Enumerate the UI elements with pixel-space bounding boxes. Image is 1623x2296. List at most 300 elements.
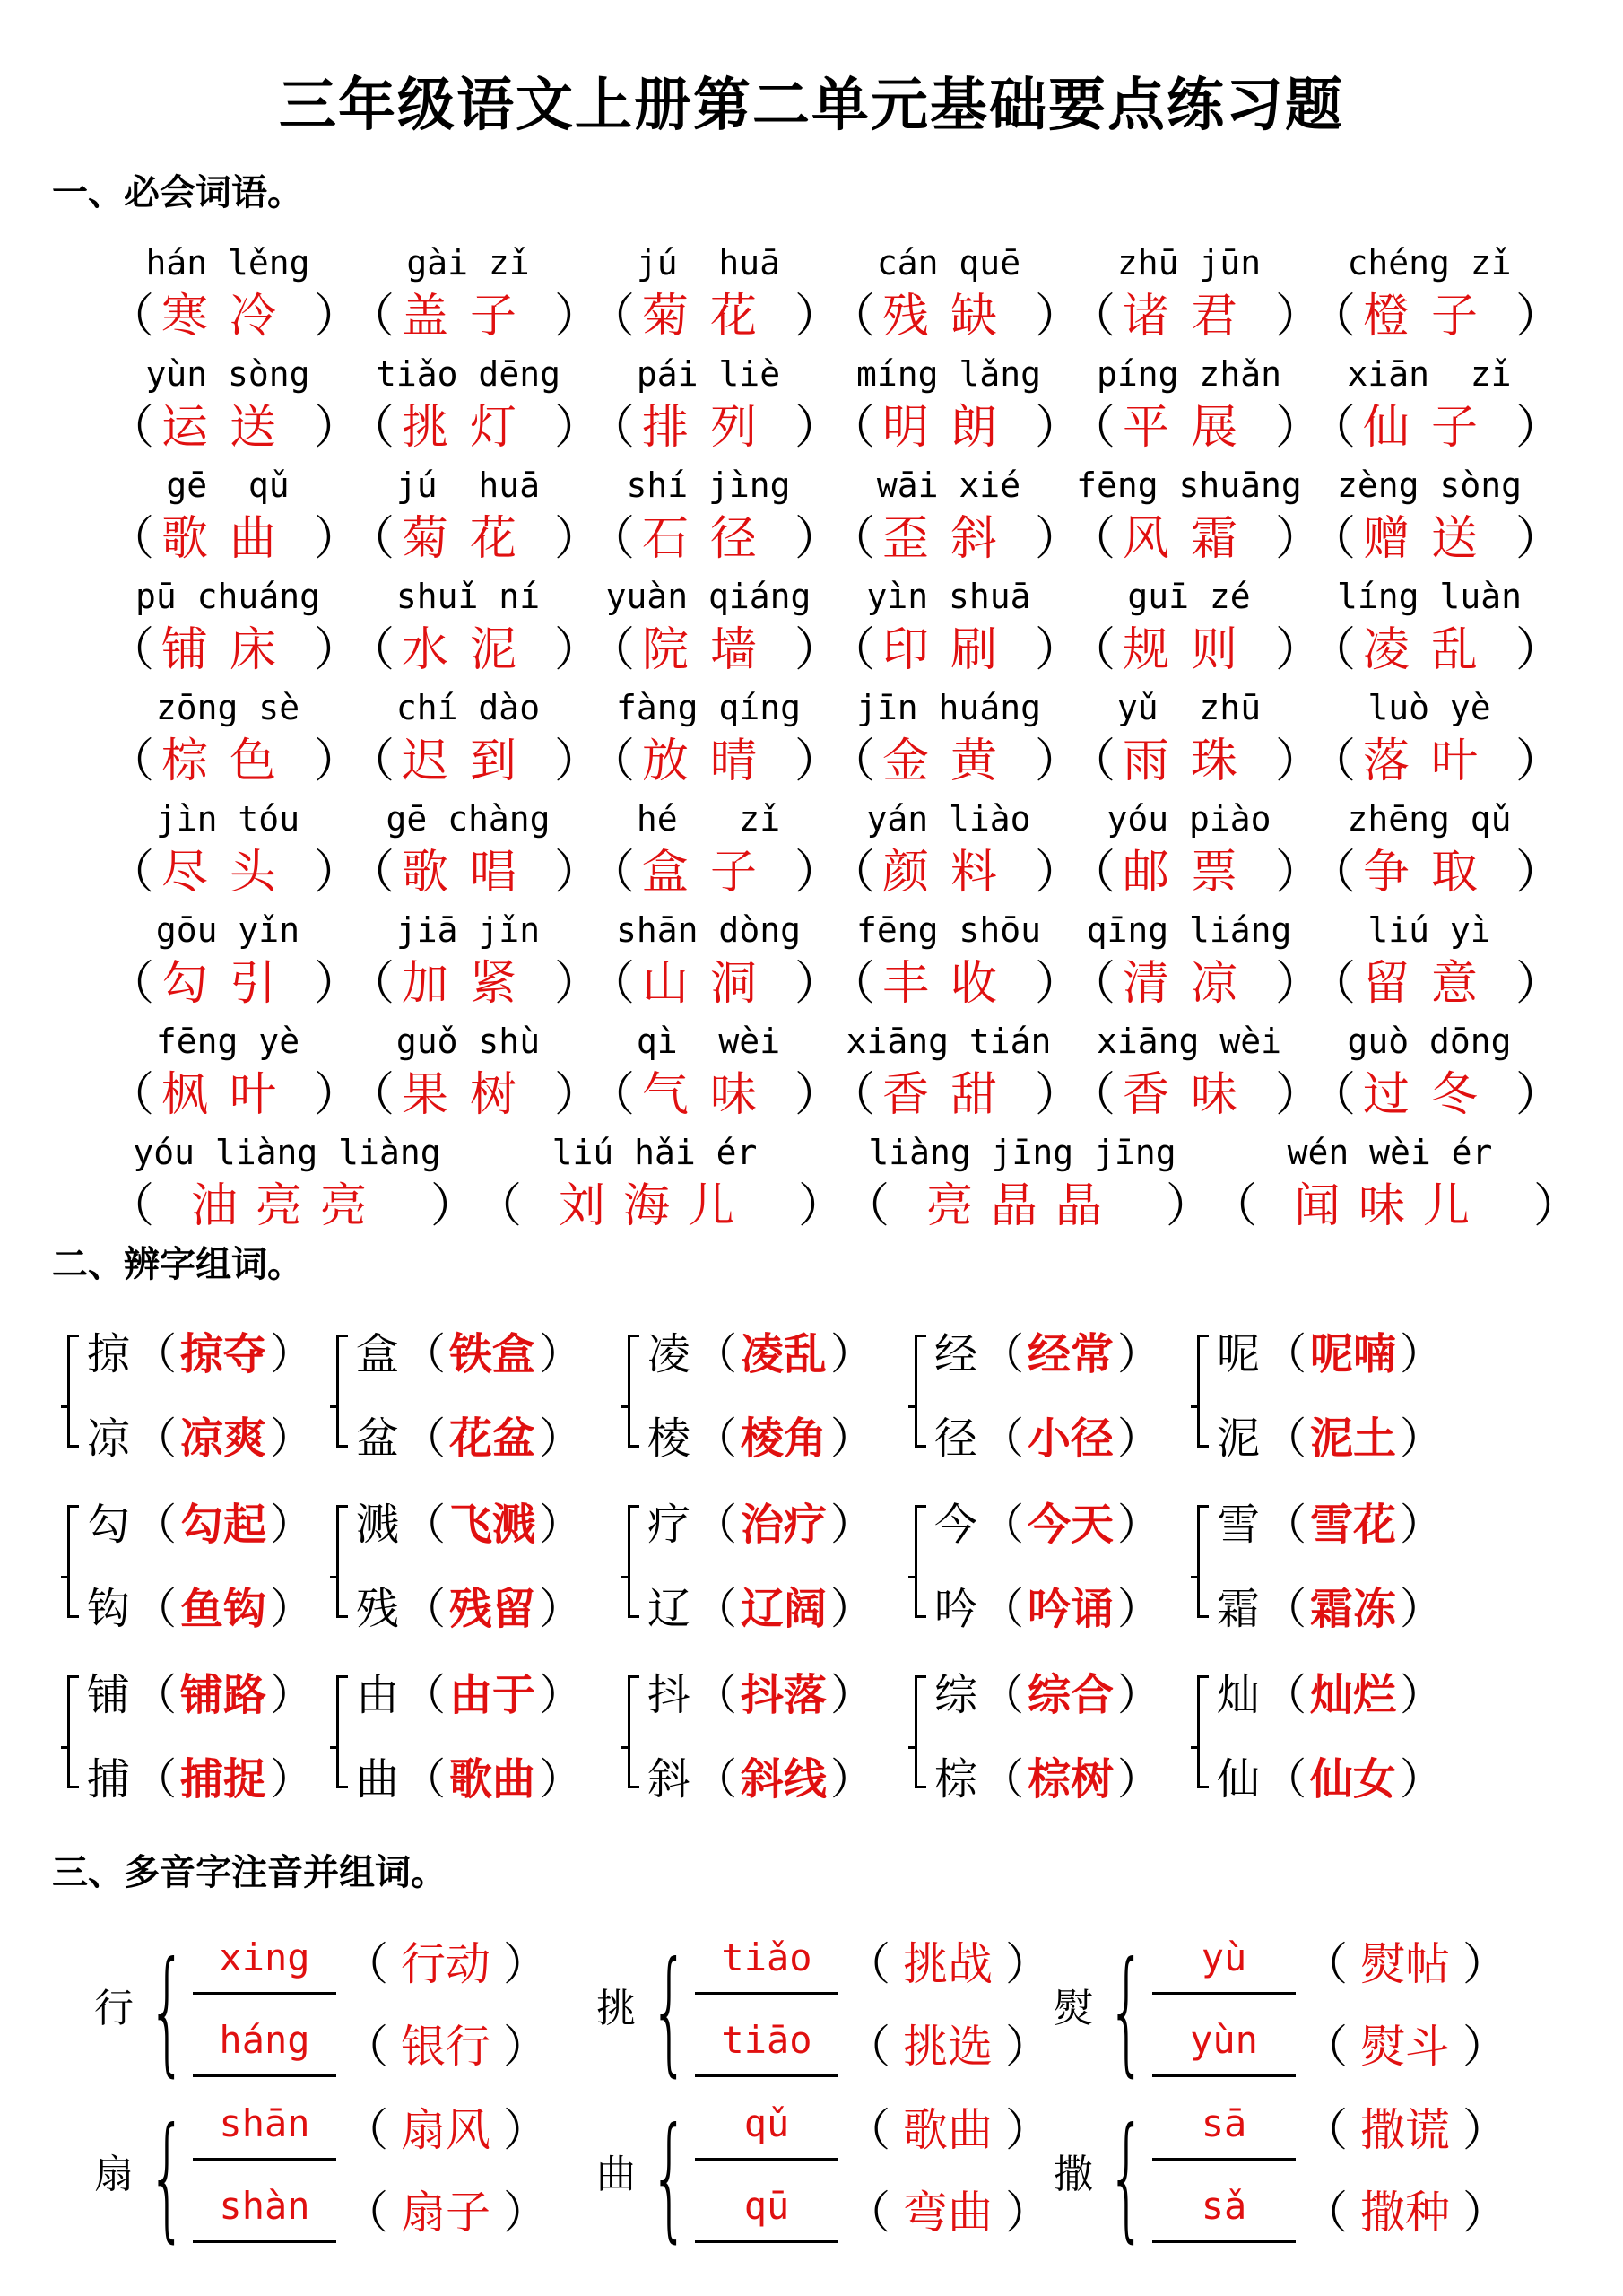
pair-bottom <box>1217 1573 1446 1645</box>
vocab-item <box>829 796 1082 908</box>
pinyin-label: liú yì <box>1367 910 1491 950</box>
answer-word: 运送 <box>161 401 298 455</box>
open-paren: （ <box>134 1584 178 1634</box>
answer-word: 刘海儿 <box>558 1179 752 1233</box>
answer-blank <box>1069 1064 1323 1126</box>
close-paren: ） <box>1275 846 1323 900</box>
open-paren: （ <box>829 1068 876 1122</box>
answer-word: 行动 <box>401 1938 490 1990</box>
answer-blank <box>829 396 1082 459</box>
answer-blank <box>1069 508 1323 570</box>
answer-blank <box>829 730 1082 793</box>
pinyin-blank[interactable]: háng <box>193 2012 336 2077</box>
answer-blank <box>829 508 1082 570</box>
answer-word: 橙子 <box>1362 290 1499 344</box>
polyphonic-char: 扇 <box>94 2152 134 2197</box>
open-paren: （ <box>108 290 155 344</box>
pinyin-blank[interactable]: qū <box>695 2178 838 2243</box>
close-paren: ） <box>1400 1500 1444 1550</box>
answer-blank <box>1069 285 1323 348</box>
open-paren: （ <box>108 957 155 1011</box>
answer-blank <box>588 619 842 682</box>
open-paren: （ <box>134 1329 178 1379</box>
word-answer <box>1303 2014 1507 2079</box>
open-paren: （ <box>588 290 636 344</box>
answer-blank <box>108 508 361 570</box>
section1-heading: 一、必会词语。 <box>52 172 303 213</box>
vocab-item <box>348 463 602 574</box>
answer-word: 邮票 <box>1122 846 1259 900</box>
close-paren: ） <box>798 1179 846 1233</box>
answer-word: 雪花 <box>1310 1500 1397 1550</box>
open-paren: （ <box>108 846 155 900</box>
answer-blank <box>829 952 1082 1015</box>
pinyin-label: liàng jīng jīng <box>868 1133 1176 1172</box>
polyphonic-group <box>1054 1928 1520 2099</box>
pinyin-label: yùn sòng <box>145 354 310 394</box>
answer-word: 寒冷 <box>161 290 298 344</box>
reading-bottom <box>193 2011 569 2083</box>
vocab-item <box>1069 908 1323 1019</box>
open-paren: （ <box>403 1670 447 1720</box>
open-paren: （ <box>108 512 155 566</box>
pair-top <box>934 1318 1164 1390</box>
answer-word: 由于 <box>449 1670 536 1720</box>
vocab-item <box>1309 685 1563 796</box>
source-char: 综 <box>934 1670 978 1720</box>
pinyin-blank[interactable]: tiāo <box>695 2012 838 2077</box>
close-paren: ） <box>1515 846 1563 900</box>
close-paren: ） <box>430 1179 478 1233</box>
pair-bottom <box>934 1403 1164 1474</box>
open-paren: （ <box>1309 512 1357 566</box>
reading-bottom <box>1152 2177 1529 2248</box>
close-paren: ） <box>1035 846 1082 900</box>
pinyin-label: líng luàn <box>1337 577 1522 616</box>
answer-word: 经常 <box>1028 1329 1115 1379</box>
pinyin-blank[interactable]: shàn <box>193 2178 336 2243</box>
open-paren: （ <box>846 2104 890 2156</box>
close-paren: ） <box>1275 512 1323 566</box>
answer-blank <box>348 841 602 904</box>
source-char: 勾 <box>87 1500 131 1550</box>
vocab-row <box>108 240 1563 352</box>
reading-bottom <box>695 2011 1072 2083</box>
answer-blank <box>829 841 1082 904</box>
answer-blank <box>1069 396 1323 459</box>
answer-word: 今天 <box>1028 1500 1115 1550</box>
answer-word: 院墙 <box>641 623 778 677</box>
char-pair-group <box>915 1489 1184 1641</box>
open-paren: （ <box>134 1754 178 1805</box>
close-paren: ） <box>270 1413 314 1464</box>
open-paren: （ <box>1309 401 1357 455</box>
word-answer <box>1303 1932 1507 1996</box>
open-paren: （ <box>1303 2104 1348 2156</box>
open-paren: （ <box>348 957 395 1011</box>
answer-blank <box>1211 1175 1581 1238</box>
vocab-item <box>843 1130 1213 1241</box>
answer-word: 歌曲 <box>161 512 298 566</box>
reading-bottom <box>1152 2011 1529 2083</box>
answer-word: 凌乱 <box>1362 623 1499 677</box>
char-pair-group <box>1197 1659 1466 1812</box>
close-paren: ） <box>794 735 842 788</box>
open-paren: （ <box>403 1500 447 1550</box>
answer-blank <box>588 396 842 459</box>
pinyin-label: tiǎo dēng <box>376 354 560 394</box>
close-paren: ） <box>1117 1670 1161 1720</box>
answer-word: 尽头 <box>161 846 298 900</box>
source-char: 盆 <box>356 1413 400 1464</box>
vocab-item <box>829 1019 1082 1130</box>
answer-word: 弯曲 <box>903 2187 993 2239</box>
answer-word: 勾起 <box>180 1500 267 1550</box>
pinyin-label: jìn tóu <box>155 799 300 839</box>
open-paren: （ <box>1069 623 1116 677</box>
answer-blank <box>1309 1064 1563 1126</box>
reading-top <box>1152 1928 1529 2000</box>
close-paren: ） <box>794 957 842 1011</box>
pinyin-label: jiā jǐn <box>395 910 541 950</box>
close-paren: ） <box>1515 290 1563 344</box>
close-paren: ） <box>830 1329 874 1379</box>
answer-word: 熨帖 <box>1360 1938 1450 1990</box>
word-answer <box>343 2180 548 2245</box>
answer-word: 金黄 <box>881 735 1019 788</box>
vocab-item <box>108 463 361 574</box>
close-paren: ） <box>1462 1938 1507 1990</box>
bracket-icon <box>628 1335 639 1448</box>
source-char: 疗 <box>647 1500 691 1550</box>
open-paren: （ <box>403 1754 447 1805</box>
answer-word: 熨斗 <box>1360 2021 1450 2073</box>
answer-word: 亮晶晶 <box>925 1179 1120 1233</box>
pinyin-label: hé zǐ <box>636 799 781 839</box>
close-paren: ） <box>503 2021 548 2073</box>
vocab-item <box>829 574 1082 685</box>
answer-word: 赠送 <box>1362 512 1499 566</box>
open-paren: （ <box>348 512 395 566</box>
answer-word: 风霜 <box>1122 512 1259 566</box>
pinyin-label: chí dào <box>395 688 541 727</box>
answer-word: 残缺 <box>881 290 1019 344</box>
pair-top <box>934 1489 1164 1561</box>
open-paren: （ <box>588 401 636 455</box>
close-paren: ） <box>503 2187 548 2239</box>
answer-blank <box>348 730 602 793</box>
pair-top <box>87 1659 317 1731</box>
open-paren: （ <box>1069 735 1116 788</box>
open-paren: （ <box>846 2021 890 2073</box>
vocab-item <box>829 685 1082 796</box>
close-paren: ） <box>539 1329 583 1379</box>
close-paren: ） <box>1117 1500 1161 1550</box>
answer-word: 残留 <box>449 1584 536 1634</box>
close-paren: ） <box>1275 623 1323 677</box>
polyphonic-group <box>1054 2094 1520 2265</box>
word-answer <box>343 1932 548 1996</box>
word-answer <box>846 2014 1050 2079</box>
reading-bottom <box>193 2177 569 2248</box>
pair-bottom <box>87 1403 317 1474</box>
answer-word: 凌乱 <box>741 1329 828 1379</box>
open-paren: （ <box>843 1179 890 1233</box>
close-paren: ） <box>1515 957 1563 1011</box>
pair-bottom <box>647 1403 877 1474</box>
section2-heading: 二、辨字组词。 <box>52 1244 303 1285</box>
answer-blank <box>1309 396 1563 459</box>
close-paren: ） <box>539 1413 583 1464</box>
pinyin-label: yǔ zhū <box>1116 688 1262 727</box>
answer-blank <box>108 285 361 348</box>
open-paren: （ <box>829 290 876 344</box>
word-answer <box>846 1932 1050 1996</box>
answer-blank <box>475 1175 846 1238</box>
answer-blank <box>348 619 602 682</box>
pinyin-label: gōu yǐn <box>155 910 300 950</box>
source-char: 辽 <box>647 1584 691 1634</box>
word-answer <box>1303 2098 1507 2162</box>
answer-word: 花盆 <box>449 1413 536 1464</box>
open-paren: （ <box>1211 1179 1258 1233</box>
close-paren: ） <box>1005 2021 1050 2073</box>
open-paren: （ <box>343 2187 388 2239</box>
close-paren: ） <box>1275 1068 1323 1122</box>
pair-bottom <box>1217 1744 1446 1815</box>
answer-blank <box>829 619 1082 682</box>
close-paren: ） <box>1275 735 1323 788</box>
vocab-row <box>108 908 1563 1019</box>
close-paren: ） <box>1166 1179 1213 1233</box>
answer-word: 扇子 <box>401 2187 490 2239</box>
pinyin-label: fàng qíng <box>616 688 801 727</box>
pair-top <box>1217 1489 1446 1561</box>
answer-word: 棕树 <box>1028 1754 1115 1805</box>
close-paren: ） <box>794 846 842 900</box>
vocab-row <box>108 685 1563 796</box>
pair-top <box>1217 1659 1446 1731</box>
source-char: 溅 <box>356 1500 400 1550</box>
close-paren: ） <box>1035 623 1082 677</box>
answer-word: 歪斜 <box>881 512 1019 566</box>
bracket-icon <box>1197 1505 1209 1618</box>
pinyin-blank[interactable]: shān <box>193 2095 336 2161</box>
source-char: 今 <box>934 1500 978 1550</box>
pinyin-label: gē chàng <box>386 799 551 839</box>
close-paren: ） <box>1005 2104 1050 2156</box>
source-char: 捕 <box>87 1754 131 1805</box>
pinyin-blank[interactable]: tiǎo <box>695 1929 838 1995</box>
open-paren: （ <box>1263 1754 1307 1805</box>
pinyin-label: qīng liáng <box>1086 910 1292 950</box>
vocab-item <box>1069 352 1323 463</box>
close-paren: ） <box>314 290 361 344</box>
close-paren: ） <box>270 1670 314 1720</box>
pair-bottom <box>1217 1403 1446 1474</box>
word-answer <box>343 2014 548 2079</box>
close-paren: ） <box>1462 2104 1507 2156</box>
answer-word: 闻味儿 <box>1293 1179 1488 1233</box>
answer-word: 平展 <box>1122 401 1259 455</box>
close-paren: ） <box>794 623 842 677</box>
open-paren: （ <box>829 401 876 455</box>
pinyin-label: gē qǔ <box>166 465 290 505</box>
vocab-item <box>588 574 842 685</box>
pinyin-label: pái liè <box>636 354 781 394</box>
pinyin-label: guǒ shù <box>395 1022 541 1061</box>
pinyin-label: zōng sè <box>155 688 300 727</box>
vocab-item <box>348 1019 602 1130</box>
open-paren: （ <box>1069 1068 1116 1122</box>
pinyin-label: yuàn qiáng <box>605 577 812 616</box>
answer-word: 仙子 <box>1362 401 1499 455</box>
vocab-item <box>348 685 602 796</box>
char-pair-group <box>915 1318 1184 1471</box>
pinyin-blank[interactable]: sǎ <box>1152 2178 1296 2243</box>
vocab-item <box>1309 908 1563 1019</box>
answer-word: 鱼钩 <box>180 1584 267 1634</box>
open-paren: （ <box>1263 1500 1307 1550</box>
open-paren: （ <box>1303 2187 1348 2239</box>
open-paren: （ <box>1069 512 1116 566</box>
open-paren: （ <box>1309 735 1357 788</box>
open-paren: （ <box>108 401 155 455</box>
vocab-item <box>1309 574 1563 685</box>
polyphonic-char: 曲 <box>596 2152 636 2197</box>
open-paren: （ <box>846 1938 890 1990</box>
close-paren: ） <box>1035 957 1082 1011</box>
open-paren: （ <box>403 1329 447 1379</box>
pinyin-blank[interactable]: yù <box>1152 1929 1296 1995</box>
close-paren: ） <box>1035 512 1082 566</box>
open-paren: （ <box>348 290 395 344</box>
pinyin-blank[interactable]: sā <box>1152 2095 1296 2161</box>
open-paren: （ <box>846 2187 890 2239</box>
vocab-item <box>1309 796 1563 908</box>
page-title: 三年级语文上册第二单元基础要点练习题 <box>279 73 1344 139</box>
answer-blank <box>588 730 842 793</box>
vocab-row <box>108 1019 1563 1130</box>
answer-blank <box>108 952 361 1015</box>
answer-word: 吟诵 <box>1028 1584 1115 1634</box>
reading-top <box>193 1928 569 2000</box>
answer-blank <box>1069 952 1323 1015</box>
source-char: 盒 <box>356 1329 400 1379</box>
open-paren: （ <box>588 623 636 677</box>
close-paren: ） <box>314 623 361 677</box>
pinyin-label: zèng sòng <box>1337 465 1522 505</box>
answer-word: 争取 <box>1362 846 1499 900</box>
char-pair-group <box>67 1318 336 1471</box>
bracket-icon <box>915 1335 926 1448</box>
char-pair-group <box>67 1659 336 1812</box>
pinyin-blank[interactable]: xing <box>193 1929 336 1995</box>
vocab-item <box>829 352 1082 463</box>
answer-blank <box>829 285 1082 348</box>
vocab-item <box>1309 352 1563 463</box>
open-paren: （ <box>1263 1670 1307 1720</box>
vocab-row <box>108 574 1563 685</box>
answer-word: 抖落 <box>741 1670 828 1720</box>
close-paren: ） <box>1035 290 1082 344</box>
close-paren: ） <box>830 1584 874 1634</box>
vocab-item <box>108 240 361 352</box>
pinyin-label: zhēng qǔ <box>1347 799 1512 839</box>
open-paren: （ <box>108 1068 155 1122</box>
answer-word: 撒谎 <box>1360 2104 1450 2156</box>
answer-word: 挑战 <box>903 1938 993 1990</box>
close-paren: ） <box>1462 2021 1507 2073</box>
vocab-item <box>108 908 361 1019</box>
polyphonic-group <box>596 1928 1063 2099</box>
polyphonic-char: 挑 <box>596 1986 636 2031</box>
answer-blank <box>108 1175 478 1238</box>
char-pair-group <box>915 1659 1184 1812</box>
char-pair-group <box>336 1318 605 1471</box>
answer-word: 泥土 <box>1310 1413 1397 1464</box>
pair-top <box>356 1318 586 1390</box>
answer-word: 歌曲 <box>449 1754 536 1805</box>
open-paren: （ <box>475 1179 523 1233</box>
answer-blank <box>1069 841 1323 904</box>
open-paren: （ <box>1309 623 1357 677</box>
source-char: 雪 <box>1217 1500 1261 1550</box>
pinyin-label: fēng shuāng <box>1076 465 1302 505</box>
close-paren: ） <box>539 1584 583 1634</box>
bracket-icon <box>336 1505 348 1618</box>
open-paren: （ <box>1263 1413 1307 1464</box>
close-paren: ） <box>1400 1329 1444 1379</box>
reading-top <box>1152 2094 1529 2166</box>
source-char: 棱 <box>647 1413 691 1464</box>
answer-word: 飞溅 <box>449 1500 536 1550</box>
answer-word: 印刷 <box>881 623 1019 677</box>
vocab-item <box>108 352 361 463</box>
answer-blank <box>108 841 361 904</box>
open-paren: （ <box>348 401 395 455</box>
close-paren: ） <box>1533 1179 1581 1233</box>
open-paren: （ <box>108 1179 155 1233</box>
char-pair-group <box>628 1489 897 1641</box>
answer-word: 辽阔 <box>741 1584 828 1634</box>
open-paren: （ <box>588 512 636 566</box>
pinyin-blank[interactable]: yùn <box>1152 2012 1296 2077</box>
open-paren: （ <box>348 735 395 788</box>
close-paren: ） <box>270 1584 314 1634</box>
pinyin-label: shān dòng <box>616 910 801 950</box>
pinyin-label: guò dōng <box>1347 1022 1512 1061</box>
answer-word: 凉爽 <box>180 1413 267 1464</box>
pinyin-blank[interactable]: qǔ <box>695 2095 838 2161</box>
bracket-icon <box>1197 1675 1209 1788</box>
answer-word: 盒子 <box>641 846 778 900</box>
vocab-item <box>588 796 842 908</box>
polyphonic-group <box>596 2094 1063 2265</box>
brace-icon: { <box>1107 1934 1146 2090</box>
vocab-item <box>348 574 602 685</box>
answer-word: 铁盒 <box>449 1329 536 1379</box>
source-char: 抖 <box>647 1670 691 1720</box>
open-paren: （ <box>108 623 155 677</box>
close-paren: ） <box>539 1754 583 1805</box>
open-paren: （ <box>981 1329 1025 1379</box>
pinyin-label: yán liào <box>866 799 1031 839</box>
close-paren: ） <box>1035 1068 1082 1122</box>
vocab-item <box>1069 463 1323 574</box>
polyphonic-group <box>94 2094 560 2265</box>
pinyin-label: shuǐ ní <box>395 577 541 616</box>
